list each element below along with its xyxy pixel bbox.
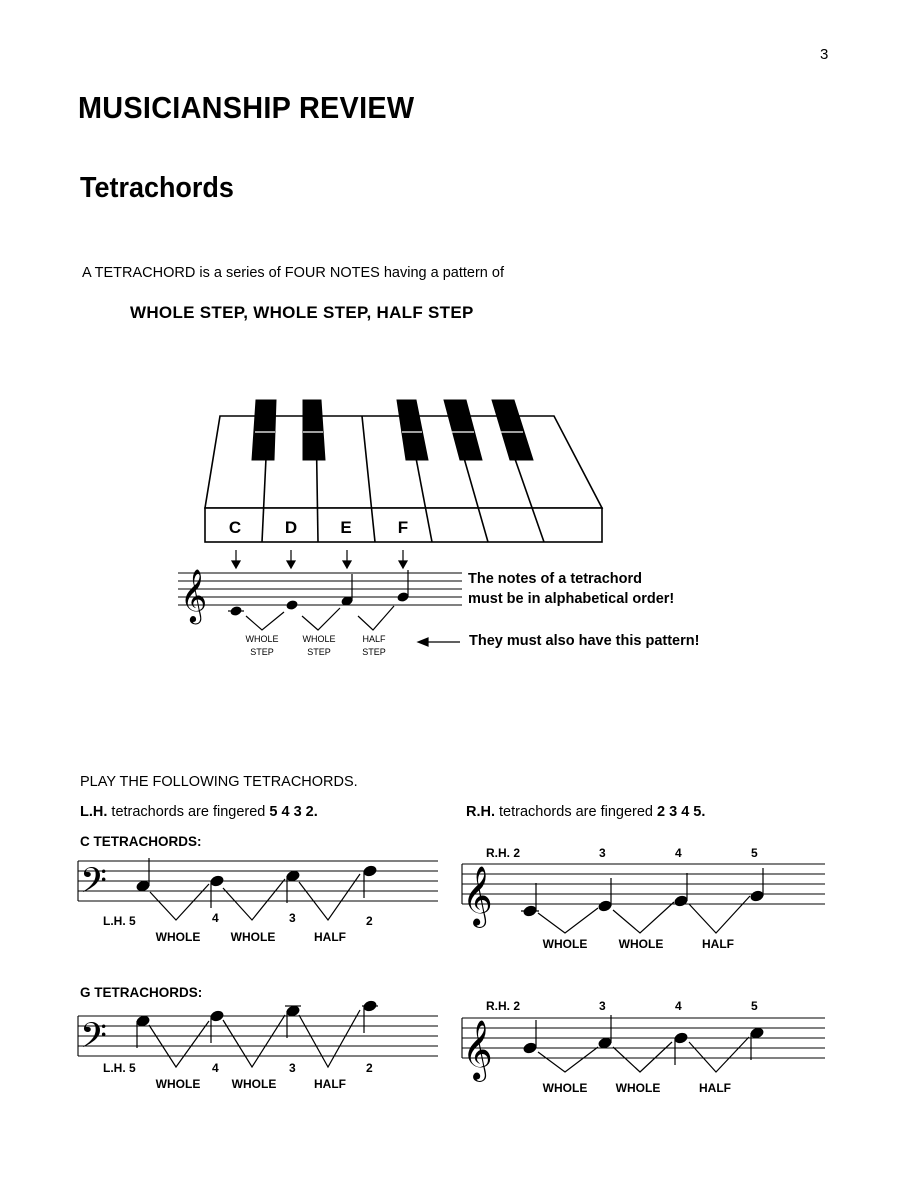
c-rh-hand: R.H. 2 <box>486 846 521 860</box>
step-label-1-top: WHOLE <box>245 634 279 644</box>
g-lh-finger-4: 2 <box>366 1061 373 1075</box>
c-rh-finger-4: 4 <box>675 846 682 860</box>
c-rh-finger-3: 3 <box>599 846 606 860</box>
c-rh-finger-5: 5 <box>751 846 758 860</box>
g-lh-staff <box>78 1000 438 1091</box>
step-label-3-top: HALF <box>362 634 386 644</box>
c-rh-step-2: WHOLE <box>618 937 664 951</box>
bass-clef-icon: 𝄢 <box>80 1016 108 1063</box>
treble-clef-icon: 𝄞 <box>462 1021 493 1079</box>
play-instruction: PLAY THE FOLLOWING TETRACHORDS. <box>80 774 358 790</box>
g-lh-hand: L.H. 5 <box>103 1061 136 1075</box>
rh-prefix: R.H. <box>466 804 495 820</box>
g-rh-staff <box>462 999 825 1095</box>
g-rh-step-1: WHOLE <box>542 1081 588 1095</box>
c-rh-step-3: HALF <box>702 937 734 951</box>
lh-text: tetrachords are fingered <box>107 804 270 820</box>
section-title: Tetrachords <box>80 172 234 204</box>
c-lh-step-2: WHOLE <box>230 930 276 944</box>
g-rh-finger-4: 4 <box>675 999 682 1013</box>
g-rh-step-3: HALF <box>699 1081 731 1095</box>
alphabetical-note-line-2: must be in alphabetical order! <box>468 591 675 607</box>
lh-prefix: L.H. <box>80 804 108 820</box>
c-lh-hand: L.H. 5 <box>103 914 136 928</box>
key-label-f: F <box>397 518 409 537</box>
c-lh-finger-3: 3 <box>289 911 296 925</box>
key-label-c: C <box>228 518 242 537</box>
c-lh-finger-2: 4 <box>212 911 219 925</box>
g-lh-finger-3: 3 <box>289 1061 296 1075</box>
rh-fingers: 2 3 4 5. <box>657 804 706 820</box>
g-lh-step-1: WHOLE <box>155 1077 201 1091</box>
c-lh-finger-4: 2 <box>366 914 373 928</box>
bass-clef-icon: 𝄢 <box>80 861 108 908</box>
g-rh-finger-5: 5 <box>751 999 758 1013</box>
c-rh-staff <box>462 846 825 951</box>
c-lh-staff <box>78 858 438 944</box>
g-rh-step-2: WHOLE <box>615 1081 661 1095</box>
page-number: 3 <box>820 46 829 63</box>
c-lh-step-3: HALF <box>314 930 346 944</box>
g-rh-hand: R.H. 2 <box>486 999 521 1013</box>
step-label-2-bottom: STEP <box>307 647 331 657</box>
g-lh-finger-2: 4 <box>212 1061 219 1075</box>
c-rh-step-1: WHOLE <box>542 937 588 951</box>
step-label-3-bottom: STEP <box>362 647 386 657</box>
pattern-note: They must also have this pattern! <box>469 633 700 649</box>
key-label-d: D <box>284 518 298 537</box>
treble-clef-icon: 𝄞 <box>462 867 493 925</box>
definition-text: A TETRACHORD is a series of FOUR NOTES having a pattern of <box>82 265 504 281</box>
key-label-e: E <box>340 518 352 537</box>
rh-text: tetrachords are fingered <box>495 804 658 820</box>
g-lh-step-3: HALF <box>314 1077 346 1091</box>
c-tetrachords-label: C TETRACHORDS: <box>80 834 202 849</box>
page-title: MUSICIANSHIP REVIEW <box>78 90 415 125</box>
g-tetrachords-label: G TETRACHORDS: <box>80 985 203 1000</box>
pattern-heading: WHOLE STEP, WHOLE STEP, HALF STEP <box>130 303 474 322</box>
alphabetical-note-line-1: The notes of a tetrachord <box>468 571 643 587</box>
step-label-1-bottom: STEP <box>250 647 274 657</box>
c-lh-step-1: WHOLE <box>155 930 201 944</box>
g-rh-finger-3: 3 <box>599 999 606 1013</box>
treble-clef-icon: 𝄞 <box>180 569 208 621</box>
lh-fingers: 5 4 3 2. <box>269 804 318 820</box>
g-lh-step-2: WHOLE <box>231 1077 277 1091</box>
step-label-2-top: WHOLE <box>302 634 336 644</box>
